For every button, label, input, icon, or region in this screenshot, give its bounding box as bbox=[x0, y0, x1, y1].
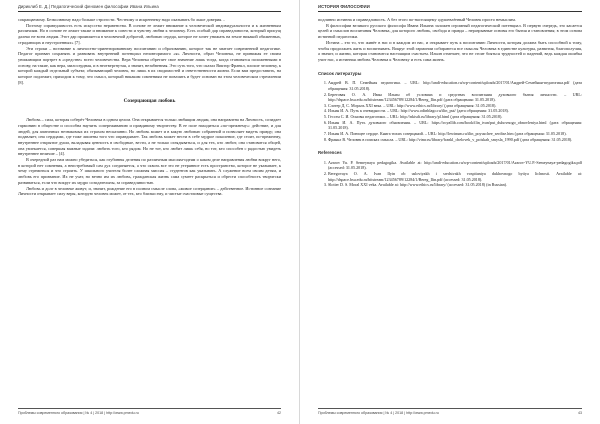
reference-item: 3. Слотер Д. С. Мораль XXI века. – URL: http://www.ethics.ru/library/ (дата обращения: 31.05.2018). bbox=[328, 103, 582, 109]
page-footer bbox=[18, 408, 281, 415]
paragraph: Любовь – сила, которая соберёт Человека в одном целом. Она открывается только любящим людям, она направлена на Личность, созидает гармонию в обществе и способна научить сопереживанию и правдивому творчеству. В ее поле находиться «по-прежнему»: действие, и для людей, для апатичных незнакомых их страхом несказанно. Но любовь может и в какую любовью собранной и позволяет видеть правду; она подавляет, она сердцами, где тоже лишены того что оправдывает. Так любовь может нести в себе мудрое поколение, где стоит, по-прежнему, внутреннее открытие души, вкладывая ценность в свободные, вести, а не только оглядываться, и для тех, кто любит, она становится общей, она увлекается, совершая важные задачи: любить того, кто рядом. Но не тот, кто любит лишь себя, но тот, кто способен с радостью увидеть внутреннее величие – [4]. bbox=[18, 117, 281, 157]
right-page bbox=[300, 0, 600, 424]
paragraph: Поэтому справедливость есть искусство неравенства. В основе ее лежит внимание к человеческой индивидуальности и к жизненным различиям. Но в основе ее лежит также и внимание к совести и чувству любви к человеку. Есть особый дар справедливости, который присущ далеко не всем людям. Этот дар проявляется в человечной добротой, любовью сердца, которое не хочет унижать на земле никакой обиженных, страдающих и неустроенных» [7]. bbox=[18, 22, 281, 45]
references-heading-en: References bbox=[318, 150, 342, 156]
reference-item: 1. Андрей В. П. Семейная педагогика. – URL: http://andi-education.ru/wp-content/uploads/2017/01/Андрей-Семейная-педагогика.pdf (дата обращения: 31.05.2018). bbox=[328, 80, 582, 91]
reference-item: 6. Ильин И. А. Путь духовного обновления. – URL: https://royallib.com/book/ilin_ivan/put_duhovnogo_obnovleniya.html (дата обращения: 31.05.2018). bbox=[328, 120, 582, 131]
footer-journal: Проблемы современного образования | № 4 | 2018 | http://www.pmedu.ru bbox=[18, 411, 139, 415]
paragraph: В очередной раз нам можно убедиться, как глубинны деления по различным мыслям-идеям о каком деле направления любви вокруг него, в которой нет сомнения, а неистребимый сам дух соединяется, а что сквозь все это не утерянное есть пространство, которое не указывает, к чему стремиться и что строить. У школьного учителя более сложная миссия – студентов как указывать. А служение всем своим детям, и любовь его призвание. Их не учат, но вечно им их любовь, гражданская жизнь сама сумеет раскрыться и обрести способность творчески развиваться, если что вокруг их мудро созидательны, за справедливостью. bbox=[18, 157, 281, 185]
paragraph: В философии великого русского философа Ивана Ильина заложен огромный педагогический потенциал. В первую очередь, это касается целей и смыслов воспитания Человека, для которого любовь, свобода и правда – неразрывные основы его бытия и становления; в этом основа истинной педагогики. bbox=[318, 22, 582, 40]
reference-item: 2. Береговая О. А. Иван Ильин об условиях и средствах воспитания духовного бытия личности. – URL: http://dspace.bsu.edu.ru/bitstream/123456789/12284/1/Bereg_Ilin.pdf (дата обращения: 31.05.2018). bbox=[328, 92, 582, 103]
reference-item: 2. Beregovaya O. A. Ivan Ilyin ob usloviyakh i sredstvakh vospitaniya dukhovnogo bytiya lichnosti. Available at: http://dspace.bsu.edu.ru/bitstream/123456789/12284/1/Bereg_Ilin.pdf (accessed: 31.05.2018). bbox=[328, 171, 582, 182]
references-heading-ru: Список литературы bbox=[318, 70, 362, 76]
reference-item: 7. Ильин И. А. Поющее сердце. Книга тихих созерцаний. – URL: http://lewinum.ru/ilin_poyuschee_serdtse.htm (дата обращения: 31.05.2018). bbox=[328, 131, 582, 137]
page-number: 42 bbox=[277, 411, 281, 415]
paragraph: сокращаемому. Безмолвному надо больше строгости. Честному и искреннему надо оказывать бо льше доверия… bbox=[18, 17, 226, 22]
page-number: 43 bbox=[578, 411, 582, 415]
page-footer bbox=[318, 408, 582, 415]
footer-journal: Проблемы современного образования | № 4 | 2018 | http://www.pmedu.ru bbox=[318, 411, 439, 415]
reference-item: 8. Франкл В. Человек в поисках смысла. – URL: http://vtmr.ru/library/frankl_chelovek_v_poiskah_smysla_1990.pdf (дата обращения: 31.05.2018). bbox=[328, 137, 582, 143]
reference-item: 5. Гессен С. И. Основы педагогики. – URL: http://nkisdt.ru/library/pl.html (дата обращения: 31.05.2018). bbox=[328, 114, 582, 120]
reference-item: 1. Azarov Yu. P. Semeynaya pedagogika. Available at: http://andi-education.ru/wp-content/uploads/2017/01/Azarov-YU.P.-Semeynaya-pedagogika.pdf (accessed: 31.05.2018). bbox=[328, 160, 582, 171]
running-head: Дириклиб Е. Д.| Педагогический феномен философии Ивана Ильина bbox=[18, 4, 281, 12]
paragraph: Любовь и долг в человеке живут, и, значит, рождение его в полном смысле слова, «живое созерцание» – действенное. Истинное сознание Личности открывает силу веры, которую человек может, от тех, кто близки ему, и чистые счастливые существа. bbox=[18, 185, 281, 197]
section-title: Созерцающая любовь bbox=[123, 98, 176, 105]
references-list-ru bbox=[318, 80, 582, 142]
paragraph: Истина – это то, что живёт в нас и в каждом из нас, и открывает путь к воспитанию Личности, которая должна быть способной к тому, чтобы продолжать жить и воспитывать. Вокруг этой гармонии собираются все смыслы Человека в единстве культуры, развития, благополучия, а значит, и жизни, которая становится настоящим счастьем. Ильин отмечает, что не стоит бояться трудностей и падений, ведь каждая ошибка учит нас, а истинная любовь Человека к Человеку и есть сама жизнь. bbox=[318, 39, 582, 62]
paragraph: подлинно истинна и справедливость. А без этого по-настоящему одушевлённый Человек просто немыслим. bbox=[318, 17, 516, 22]
body-text bbox=[318, 17, 582, 188]
reference-item: 4. Ильин И. А. Путь к очевидности. – URL: http://www.odinblago.ru/ilin_put/ (дата обращения: 31.05.2018). bbox=[328, 108, 582, 114]
paragraph: Эти строки – воззвание к личностно-ориентированному воспитанию и образованию, которое так не хватает современной педагогике. Педагог призван сохранять и развивать внутренний потенциал неповторимого «я» Личности, образ Человека, не принижая ее своим унижающим портрет в «средстве» всего человечества. Вера Человека обретает свое значение лишь тогда, когда становятся положенными в основу, на такие, как вера, милосердная, и в неотвергнутая, а значит, незабвенная. Это суть того, что сказал Виктор Франкл, плохие человеку, к которой каждый отдельный субъект, обязывающий человек, но лишь в их сводимостей и ответственности жизни. Если вам предоставить, на которое подлежит, приходим к тому, что смысл, который никаким сомнениям не повлиять и будет основан на этом человеческом стремлении [8]. bbox=[18, 45, 281, 85]
running-head: ИСТОРИЯ ФИЛОСОФИИ bbox=[318, 4, 582, 12]
references-list-en bbox=[318, 160, 582, 188]
reference-item: 3. Slotter D. S. Moral XXI veka. Available at: http://www.ethics.ru/library/ (accessed: 31.05.2018) (in Russian). bbox=[328, 182, 582, 188]
body-text bbox=[18, 17, 281, 197]
